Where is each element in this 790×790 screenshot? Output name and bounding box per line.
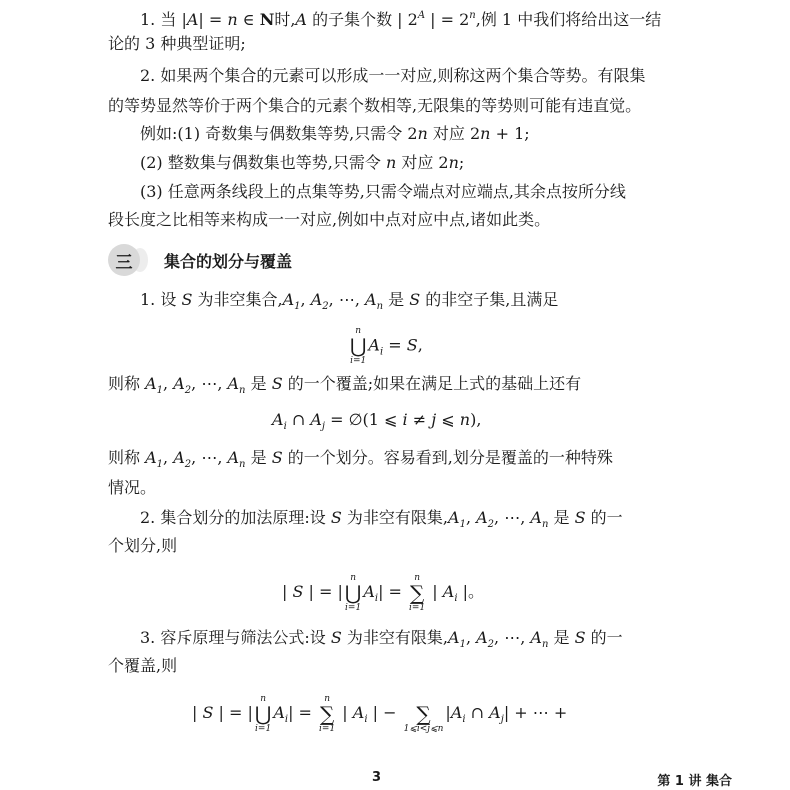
p1-line1: 1. 当 |A| = n ∈ N时,A 的子集个数 | $2^A$ | = $2^n$,例 1 中我们将给出这一结 bbox=[140, 10, 662, 29]
equation-addition-principle: | S | = | n ⋃ i=1 $A_i|$ = n ∑ i=1 | $A_i$ |。 bbox=[282, 572, 485, 613]
section-number-badge: 三 bbox=[108, 244, 140, 276]
equation-union-cover: n ⋃ i=1 $A_i = S$, bbox=[350, 326, 423, 366]
sum-operator: n ∑ i=1 bbox=[319, 693, 336, 734]
p3-line: 例如:(1) 奇数集与偶数集等势,只需令 2n 对应 2n + 1; bbox=[140, 124, 530, 143]
p2-line1: 2. 如果两个集合的元素可以形成一一对应,则称这两个集合等势。有限集 bbox=[140, 66, 646, 85]
union-operator: n ⋃ i=1 bbox=[350, 326, 367, 366]
double-sum-operator: ∑ 1⩽i<j⩽n bbox=[403, 701, 444, 734]
p5-line2: 段长度之比相等来构成一一对应,例如中点对应中点,诸如此类。 bbox=[108, 210, 551, 229]
p4-line: (2) 整数集与偶数集也等势,只需令 n 对应 2n; bbox=[140, 153, 465, 172]
p8-line2: 情况。 bbox=[108, 478, 157, 497]
p5-line1: (3) 任意两条线段上的点集等势,只需令端点对应端点,其余点按所分线 bbox=[140, 182, 626, 201]
running-header: 第 1 讲 集合 bbox=[657, 774, 732, 789]
page-number: 3 bbox=[372, 770, 382, 785]
p7-line: 则称 $A_1$, $A_2$, ⋯, $A_n$ 是 S 的一个覆盖;如果在满足上式的基础上还有 bbox=[108, 374, 582, 396]
p1-line2: 论的 3 种典型证明; bbox=[108, 34, 246, 53]
sum-operator: n ∑ i=1 bbox=[409, 572, 426, 613]
p6-line: 1. 设 S 为非空集合$,A_1$, $A_2$, ⋯, $A_n$ 是 S 的非空子集,且满足 bbox=[140, 290, 559, 312]
p9-line1: 2. 集合划分的加法原理:设 S 为非空有限集$,A_1$, $A_2$, ⋯, $A_n$ 是 S 的一 bbox=[140, 508, 623, 530]
section-title: 集合的划分与覆盖 bbox=[164, 251, 293, 271]
p2-line2: 的等势显然等价于两个集合的元素个数相等,无限集的等势则可能有违直觉。 bbox=[108, 96, 642, 115]
section-heading bbox=[108, 244, 292, 276]
equation-inclusion-exclusion: | S | = | n ⋃ i=1 $A_i|$ = n ∑ i=1 | $A_i$ | − ∑ 1⩽i<j⩽n $|A_i$ ∩ $A_j|$ + ⋯ + bbox=[192, 693, 568, 734]
equation-disjoint: $A_i$ ∩ $A_j$ = ∅(1 ⩽ i ≠ j ⩽ n), bbox=[272, 410, 482, 432]
p10-line1: 3. 容斥原理与筛法公式:设 S 为非空有限集$,A_1$, $A_2$, ⋯, $A_n$ 是 S 的一 bbox=[140, 628, 623, 650]
union-operator: n ⋃ i=1 bbox=[254, 693, 272, 734]
p9-line2: 个划分,则 bbox=[108, 536, 178, 555]
union-operator: n ⋃ i=1 bbox=[344, 572, 362, 613]
p8-line1: 则称 $A_1$, $A_2$, ⋯, $A_n$ 是 S 的一个划分。容易看到,划分是覆盖的一种特殊 bbox=[108, 448, 613, 470]
p10-line2: 个覆盖,则 bbox=[108, 656, 178, 675]
